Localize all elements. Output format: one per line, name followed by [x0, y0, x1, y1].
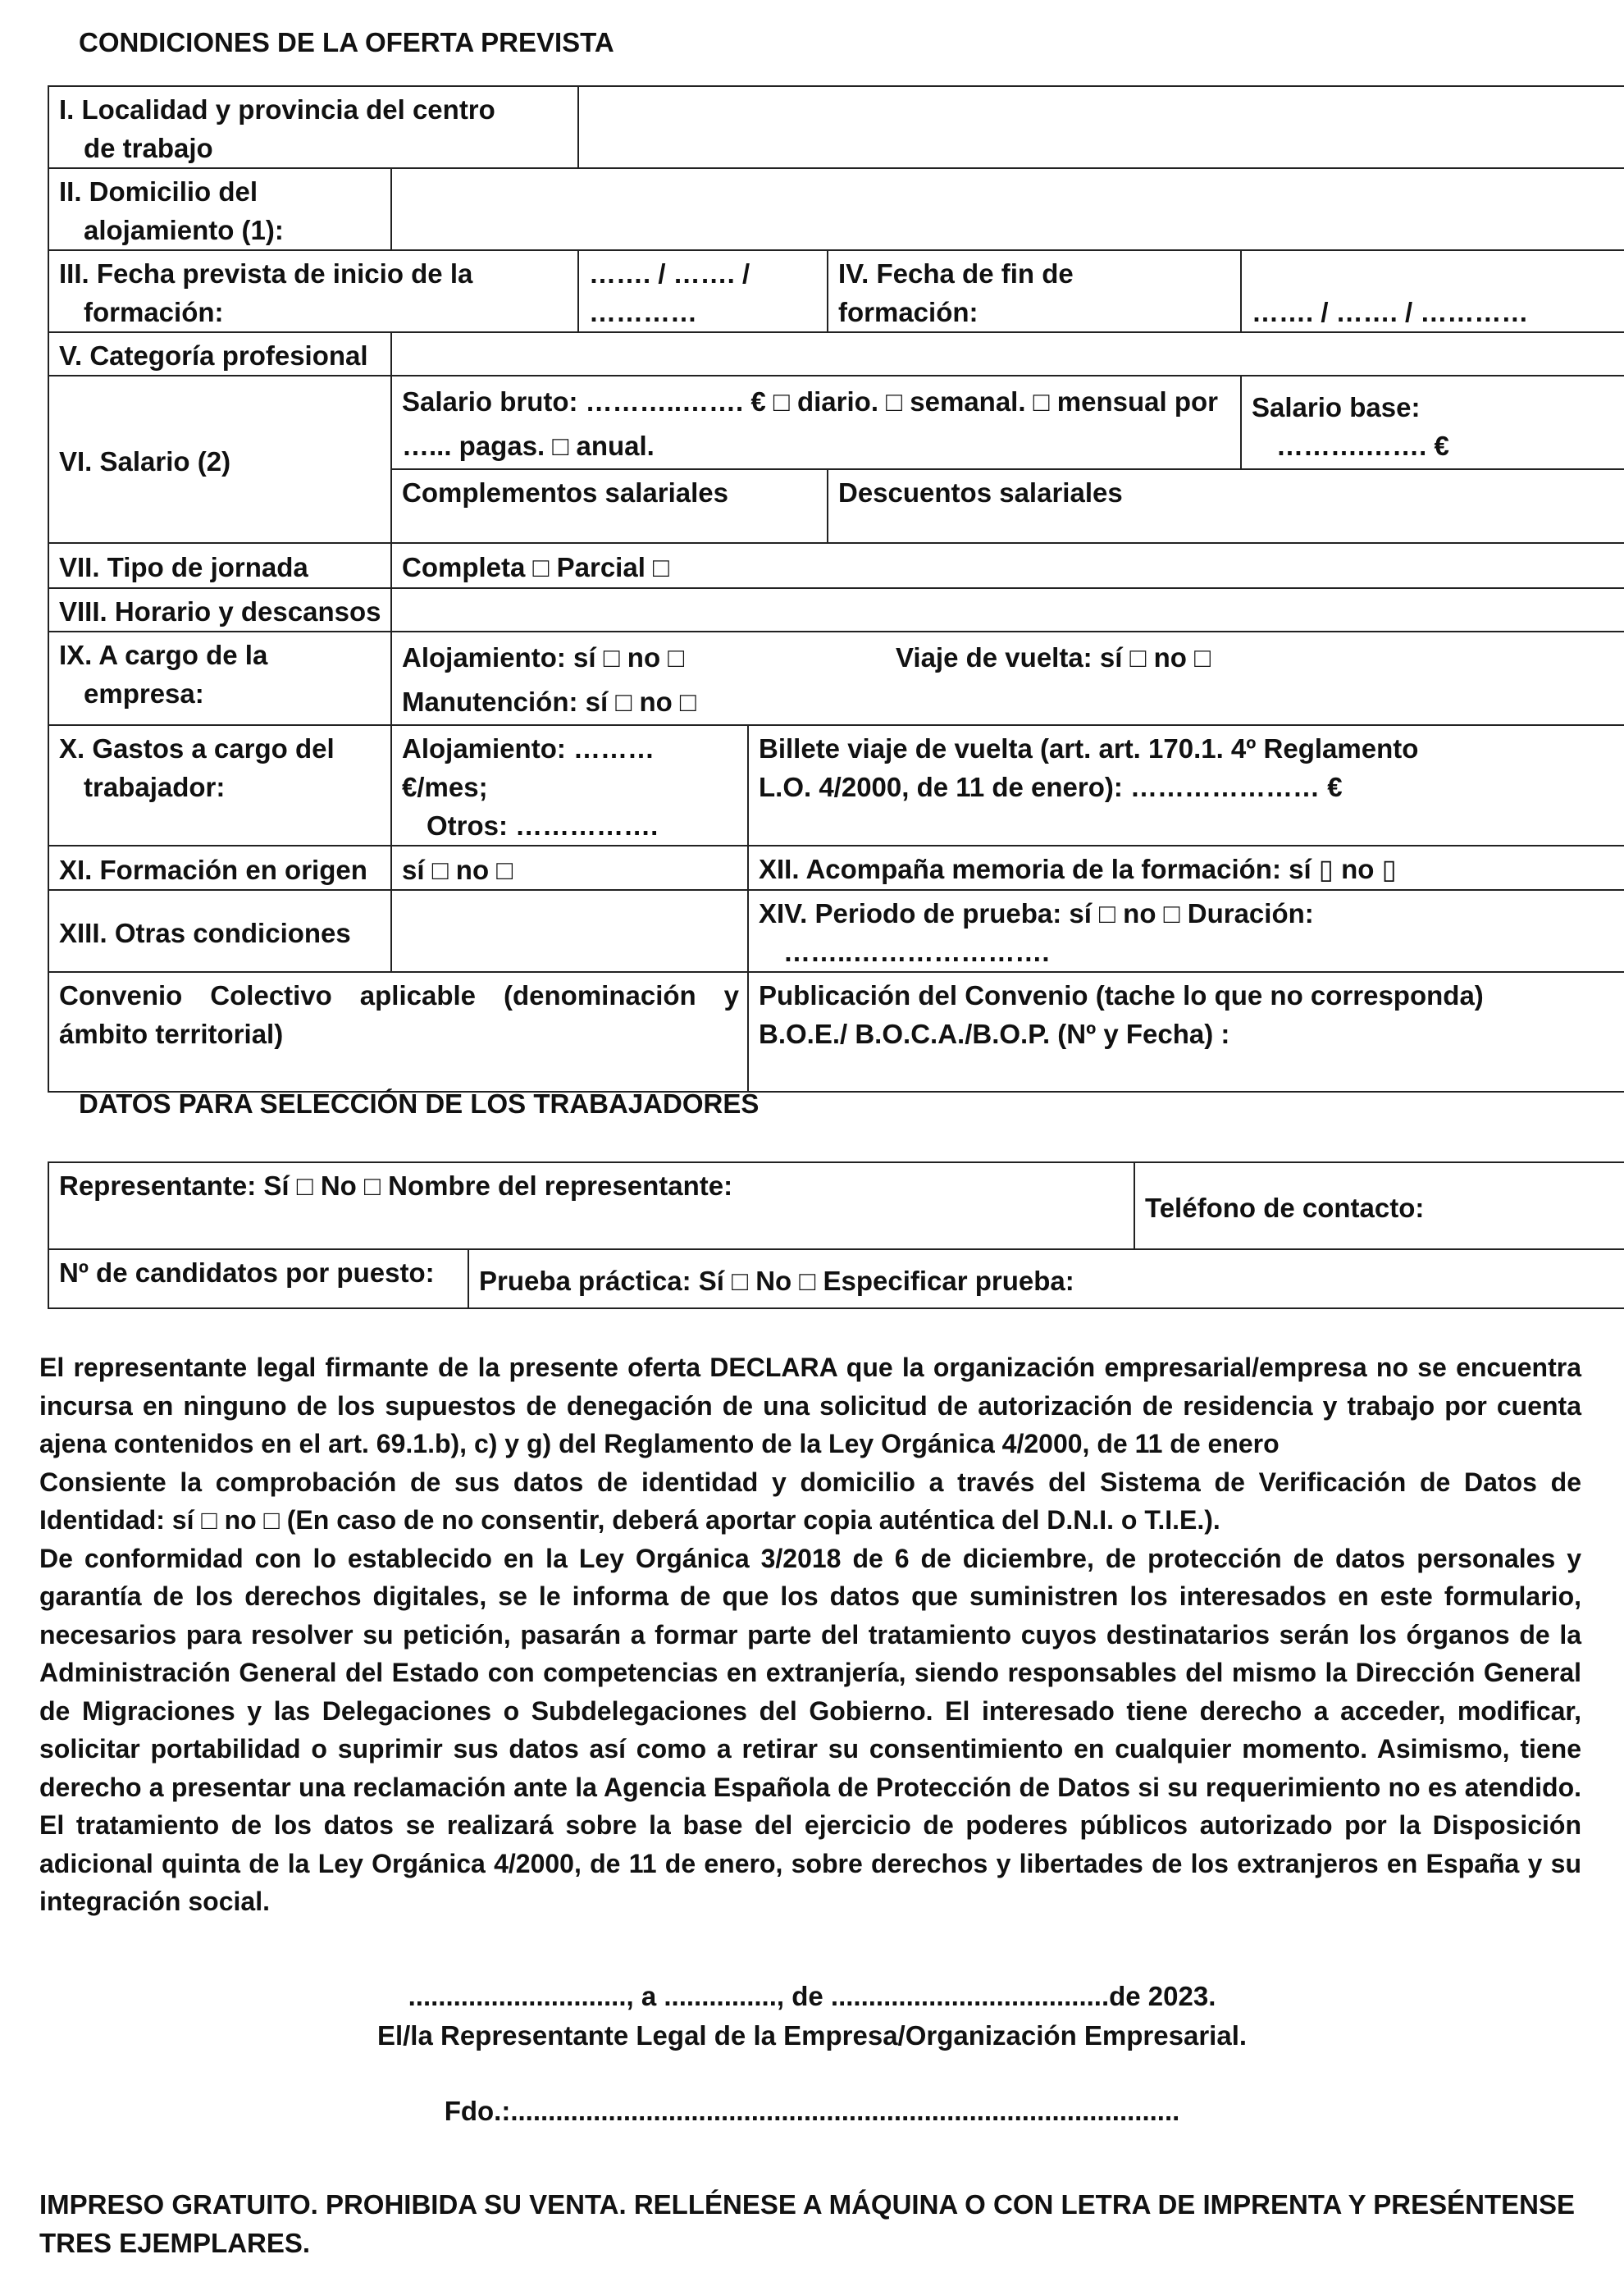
label-fecha-inicio: III. Fecha prevista de inicio de la: [59, 258, 473, 289]
field-categoria[interactable]: [391, 332, 1624, 376]
label-salario: VI. Salario (2): [48, 376, 391, 543]
field-salario-base[interactable]: ……….……. €: [1276, 431, 1449, 461]
selection-section-title: DATOS PARA SELECCIÓN DE LOS TRABAJADORES: [79, 1088, 760, 1119]
field-prueba-practica[interactable]: Prueba práctica: Sí □ No □ Especificar prueba:: [468, 1249, 1624, 1308]
legal-declaration: [39, 1348, 1581, 1921]
field-billete-vuelta[interactable]: Billete viaje de vuelta (art. art. 170.1. 4º Reglamento: [759, 733, 1419, 764]
field-representante[interactable]: Representante: Sí □ No □ Nombre del representante:: [48, 1162, 1134, 1249]
field-formacion-origen[interactable]: sí □ no □: [391, 846, 748, 890]
field-jornada[interactable]: Completa □ Parcial □: [391, 543, 1624, 588]
row-domicilio: II. Domicilio del alojamiento (1):: [48, 168, 1624, 250]
label-jornada: VII. Tipo de jornada: [48, 543, 391, 588]
row-salario-top: VI. Salario (2) Salario bruto: ………..……. € □ diario. □ semanal. □ mensual por …... pagas. □ anual. Salario base: ……….……. €: [48, 376, 1624, 469]
field-publicacion-convenio[interactable]: Publicación del Convenio (tache lo que no corresponda): [759, 980, 1484, 1011]
field-otros[interactable]: Otros: …………….: [427, 810, 659, 841]
row-categoria: [48, 332, 1624, 376]
legal-paragraph-proteccion-datos: De conformidad con lo establecido en la Ley Orgánica 3/2018 de 6 de diciembre, de protección de datos personales y garantía de los derechos digitales, se le informa de que los datos que suministren los interesados en este formulario, necesarios para resolver su petición, pasarán a formar parte del tratamiento cuyos destinatarios serán los órganos de la Administración General del Estado con competencias en extranjería, siendo responsables del mismo la Dirección General de Migraciones y las Delegaciones o Subdelegaciones del Gobierno. El interesado tiene derecho a acceder, modificar, solicitar portabilidad o suprimir sus datos así como a retirar su consentimiento en cualquier momento. Asimismo, tiene derecho a presentar una reclamación ante la Agencia Española de Protección de Datos si su requerimiento no es atendido. El tratamiento de los datos se realizará sobre la base del ejercicio de poderes públicos autorizado por la Disposición adicional quinta de la Ley Orgánica 4/2000, de 11 de enero, sobre derechos y libertades de los extranjeros en España y su integración social.: [39, 1543, 1581, 1916]
field-descuentos[interactable]: Descuentos salariales: [828, 469, 1624, 543]
field-periodo-prueba[interactable]: XIV. Periodo de prueba: sí □ no □ Duración:: [759, 898, 1314, 929]
field-candidatos[interactable]: Nº de candidatos por puesto:: [48, 1249, 468, 1308]
footer-notice: IMPRESO GRATUITO. PROHIBIDA SU VENTA. RELLÉNESE A MÁQUINA O CON LETRA DE IMPRENTA Y PRESÉNTENSE TRES EJEMPLARES.: [39, 2189, 1575, 2258]
label-otras-condiciones: XIII. Otras condiciones: [48, 890, 391, 972]
field-otras-condiciones[interactable]: [391, 890, 748, 972]
field-salario-bruto[interactable]: Salario bruto: ………..……. € □ diario. □ semanal. □ mensual por: [402, 386, 1218, 417]
label-salario-base: Salario base:: [1252, 392, 1421, 422]
row-jornada: [48, 543, 1624, 588]
label-localidad: I. Localidad y provincia del centro: [59, 94, 495, 125]
selection-table: [48, 1161, 1624, 1309]
field-viaje-vuelta[interactable]: Viaje de vuelta: sí □ no □: [896, 642, 1211, 673]
signature-date-line[interactable]: ............................., a ..............., de .....................................de 2023.: [408, 1981, 1216, 2011]
field-horario[interactable]: [391, 588, 1624, 632]
label-fecha-fin: IV. Fecha de fin de: [838, 258, 1074, 289]
field-complementos[interactable]: Complementos salariales: [391, 469, 828, 543]
label-horario: VIII. Horario y descansos: [48, 588, 391, 632]
row-representante: [48, 1162, 1624, 1249]
row-horario: [48, 588, 1624, 632]
field-domicilio[interactable]: [391, 168, 1624, 250]
field-telefono[interactable]: Teléfono de contacto:: [1134, 1162, 1624, 1249]
label-domicilio: II. Domicilio del: [59, 176, 258, 207]
field-fecha-inicio[interactable]: ……. / ……. / …………: [578, 250, 828, 332]
offer-section-title: CONDICIONES DE LA OFERTA PREVISTA: [79, 27, 614, 57]
field-localidad[interactable]: [578, 86, 1624, 168]
legal-paragraph-consentimiento: Consiente la comprobación de sus datos de identidad y domicilio a través del Sistema de Verificación de Datos de Identidad: sí □ no □ (En caso de no consentir, deberá aportar copia auténtica del D.N.I. o T.I.E.).: [39, 1467, 1581, 1535]
row-localidad: I. Localidad y provincia del centro de trabajo: [48, 86, 1624, 168]
row-gastos-trabajador: X. Gastos a cargo del trabajador: Alojamiento: ……… €/mes; Otros: ……………. Billete viaje de vuelta (art. art. 170.1. 4º Reglamento L.O. 4/2000, de 11 de enero): ………………… €: [48, 725, 1624, 846]
row-a-cargo-empresa: IX. A cargo de la empresa: Alojamiento: sí □ no □ Viaje de vuelta: sí □ no □ Manutención: sí □ no □: [48, 632, 1624, 725]
row-candidatos: [48, 1249, 1624, 1308]
signature-role: El/la Representante Legal de la Empresa/Organización Empresarial.: [376, 2020, 1248, 2051]
field-convenio[interactable]: Convenio Colectivo aplicable (denominación y ámbito territorial): [48, 972, 748, 1092]
label-a-cargo-empresa: IX. A cargo de la: [59, 640, 268, 670]
field-alojamiento-trabajador[interactable]: Alojamiento: ……… €/mes;: [402, 733, 655, 802]
field-alojamiento-empresa[interactable]: Alojamiento: sí □ no □: [402, 642, 685, 673]
row-otras-condiciones: XIII. Otras condiciones XIV. Periodo de prueba: sí □ no □ Duración: ……..………………….: [48, 890, 1624, 972]
field-memoria-formacion[interactable]: XII. Acompaña memoria de la formación: sí ▯ no ▯: [748, 846, 1624, 890]
offer-conditions-table: [48, 85, 1624, 1093]
row-convenio: Convenio Colectivo aplicable (denominación y ámbito territorial) Publicación del Convenio (tache lo que no corresponda) B.O.E./ B.O.C.A./B.O.P. (Nº y Fecha) :: [48, 972, 1624, 1092]
row-fechas: III. Fecha prevista de inicio de la formación: ……. / ……. / ………… IV. Fecha de fin de formación: ……. / ……. / …………: [48, 250, 1624, 332]
label-formacion-origen: XI. Formación en origen: [48, 846, 391, 890]
field-manutencion[interactable]: Manutención: sí □ no □: [402, 687, 696, 717]
legal-paragraph-declaracion: El representante legal firmante de la presente oferta DECLARA que la organización empresarial/empresa no se encuentra incursa en ninguno de los supuestos de denegación de una solicitud de autorización de residencia y trabajo por cuenta ajena contenidos en el art. 69.1.b), c) y g) del Reglamento de la Ley Orgánica 4/2000, de 11 de enero: [39, 1353, 1581, 1458]
signature-fdo-line[interactable]: Fdo.:.........................................................................................: [444, 2096, 1180, 2126]
row-formacion: [48, 846, 1624, 890]
field-fecha-fin[interactable]: ……. / ……. / …………: [1241, 250, 1624, 332]
label-gastos-trabajador: X. Gastos a cargo del: [59, 733, 335, 764]
label-categoria: V. Categoría profesional: [48, 332, 391, 376]
